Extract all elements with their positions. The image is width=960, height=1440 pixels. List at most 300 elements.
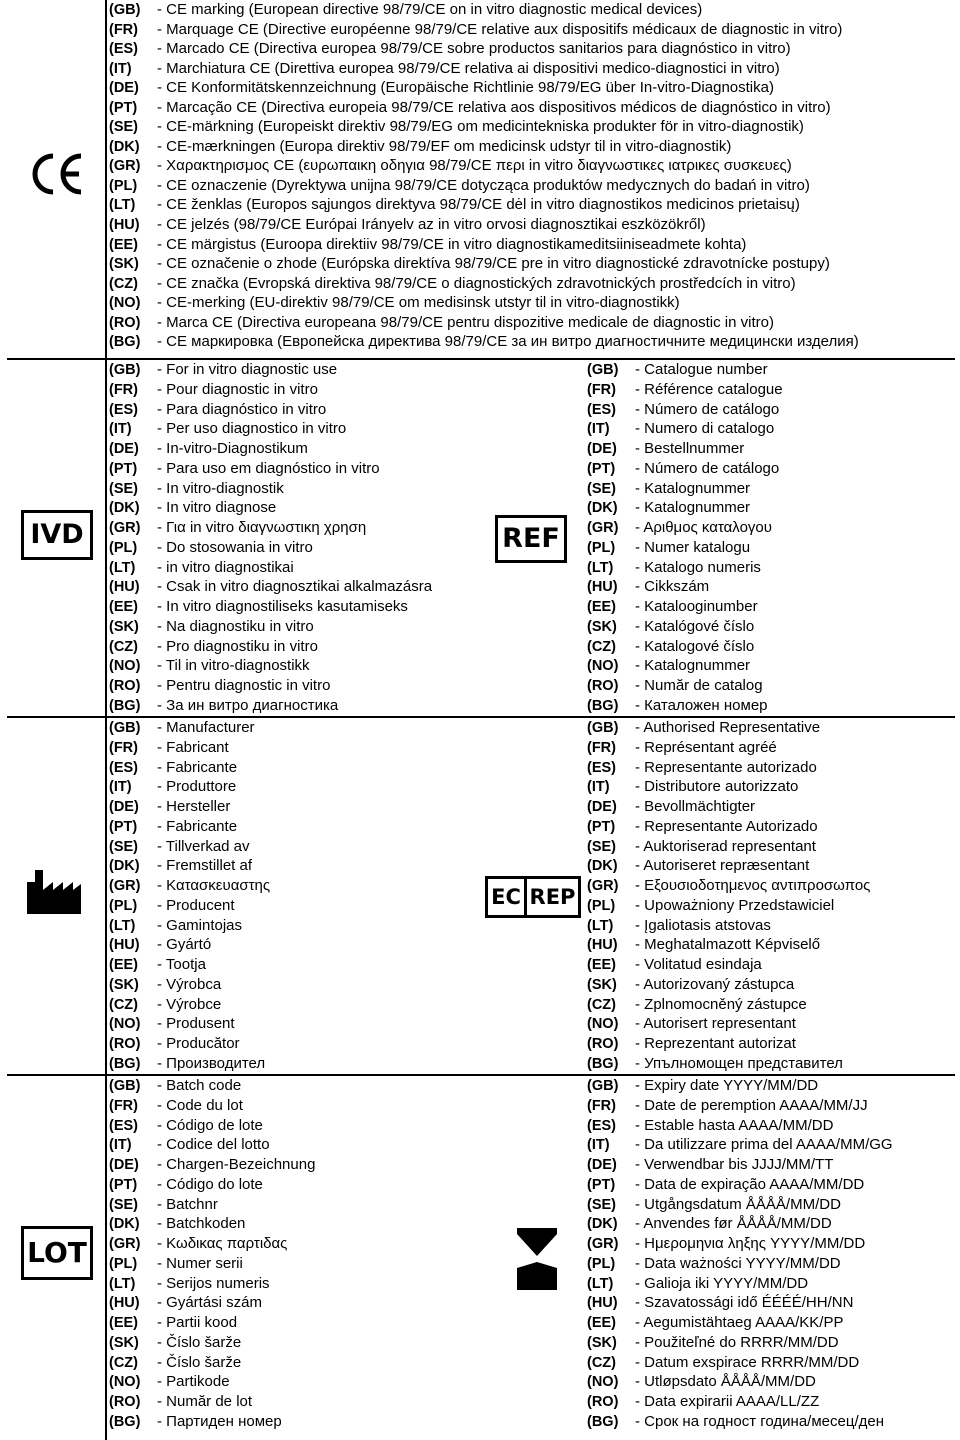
list-item [587,479,783,499]
list-item [587,1214,893,1234]
list-item [587,696,783,716]
translation-text: - Représentant agréé [635,738,777,756]
language-code: (GR) [109,520,141,536]
translation-text: - Marcado CE (Directiva europea 98/79/CE sobre productos sanitarios para diagnóstico in vitro) [157,40,791,58]
language-code: (SK) [587,1334,617,1351]
translation-text: - Číslo šarže [157,1333,242,1351]
translation-text: - Número de catálogo [635,459,780,477]
translation-text: - Data ważności YYYY/MM/DD [635,1254,841,1272]
list-item [587,597,783,617]
list-item [109,916,270,936]
list-item [587,1155,893,1175]
language-code: (NO) [587,1374,619,1391]
list-item [109,558,432,578]
translation-text: - Batchnr [157,1195,218,1213]
list-item [109,1155,315,1175]
language-code: (HU) [109,217,140,234]
ref-symbol: REF [495,515,567,563]
list-item [109,1096,315,1116]
language-code: (HU) [109,937,140,954]
list-item [587,1135,893,1155]
translation-text: - Produttore [157,778,237,796]
list-item [587,1392,893,1412]
list-item [109,98,859,118]
list-item [587,975,870,995]
translation-text: - Katalognummer [635,479,751,497]
list-item [587,400,783,420]
language-code: (BG) [587,697,619,714]
list-item [109,656,432,676]
translation-text: - Gyártási szám [157,1294,263,1312]
list-item [587,617,783,637]
authorised-rep-list [587,718,870,1074]
language-code: (GR) [109,1236,141,1252]
language-code: (PT) [109,99,138,116]
list-item [587,676,783,696]
translation-text: - Каталожен номер [635,696,768,714]
lot-expiry-section [7,1074,955,1440]
translation-text: - Verwendbar bis JJJJ/MM/TT [635,1156,834,1173]
language-code: (RO) [587,1036,619,1052]
list-item [587,777,870,797]
list-item [109,459,432,479]
language-code: (ES) [109,1117,138,1134]
translation-text: - CE маркировка (Европейска директива 98/79/CE за ин витро диагностичните медицински изделия) [157,333,859,351]
language-code: (NO) [587,658,619,675]
translation-text: - Autorisert representant [635,1015,796,1033]
language-code: (SK) [109,976,139,993]
list-item [109,1076,315,1096]
translation-text: - Κατασκευαστης [157,877,271,894]
language-code: (GR) [587,1236,619,1252]
language-code: (IT) [109,779,132,796]
rep-label: REP [529,885,576,909]
translation-text: - CE značka (Evropská direktiva 98/79/CE o diagnostických zdravotnických prostředcích in vitro) [157,274,796,292]
list-item [587,419,783,439]
translation-text: - In vitro diagnostiliseks kasutamiseks [157,598,408,615]
translation-text: - Representante autorizado [635,758,817,776]
translation-text: - Codice del lotto [157,1136,270,1154]
translation-text: - CE označenie o zhode (Európska direktíva 98/79/CE pre in vitro diagnostické zdravotnícke postupy) [157,255,830,273]
translation-text: - Pentru diagnostic in vitro [157,677,331,694]
translation-text: - Autoriseret repræsentant [635,857,810,875]
translation-text: - Référence catalogue [635,380,783,398]
translation-text: - Szavatossági idő ÉÉÉÉ/HH/NN [635,1294,854,1312]
language-code: (LT) [587,1275,614,1292]
language-code: (DK) [587,500,618,517]
translation-text: - Estable hasta AAAA/MM/DD [635,1116,834,1134]
language-code: (DE) [587,441,617,457]
language-code: (BG) [109,1413,141,1430]
list-item [109,837,270,857]
translation-text: - Fremstillet af [157,857,253,875]
list-item [587,916,870,936]
language-code: (GR) [587,520,619,536]
list-item [587,1372,893,1392]
translation-text: - Datum exspirace RRRR/MM/DD [635,1353,860,1371]
translation-text: - Katalogo numeris [635,558,761,576]
language-code: (GB) [109,362,141,378]
language-code: (NO) [109,658,141,675]
list-item [109,617,432,637]
translation-text: - Numero di catalogo [635,420,775,438]
list-item [587,1175,893,1195]
list-item [109,235,859,255]
translation-text: - Chargen-Bezeichnung [157,1156,316,1173]
language-code: (RO) [109,678,141,694]
language-code: (EE) [109,1315,138,1331]
translation-text: - CE märgistus (Euroopa direktiiv 98/79/CE in vitro diagnostikameditsiiniseadmete kohta) [157,235,747,253]
translation-text: - Producent [157,896,235,914]
translation-text: - Fabricante [157,758,238,776]
translation-text: - For in vitro diagnostic use [157,361,338,378]
ce-mark-icon [27,150,87,198]
translation-text: - Anvendes før ÅÅÅÅ/MM/DD [635,1215,832,1233]
language-code: (BG) [109,697,141,714]
language-code: (HU) [109,579,140,596]
ce-marking-section [7,0,955,358]
language-code: (ES) [587,759,616,776]
list-item [587,1034,870,1054]
list-item [587,955,870,975]
divider [105,1076,107,1440]
language-code: (GR) [109,158,141,175]
ivd-list [109,360,432,716]
translation-text: - Data de expiração AAAA/MM/DD [635,1175,865,1193]
list-item [587,896,870,916]
language-code: (NO) [109,295,141,312]
list-item [587,1054,870,1074]
language-code: (RO) [109,1036,141,1052]
language-code: (GB) [587,362,619,378]
translation-text: - Katalógové číslo [635,617,755,635]
language-code: (GR) [587,878,619,894]
translation-text: - Numer serii [157,1254,243,1272]
language-code: (DK) [109,858,140,875]
language-code: (EE) [109,599,138,615]
language-code: (FR) [587,381,616,398]
language-code: (GB) [587,1078,619,1094]
list-item [587,459,783,479]
language-code: (LT) [587,559,614,576]
list-item [587,558,783,578]
list-item [587,538,783,558]
list-item [109,1372,315,1392]
language-code: (BG) [109,1055,141,1072]
language-code: (IT) [587,1137,610,1154]
language-code: (IT) [109,1137,132,1154]
list-item [587,738,870,758]
language-code: (ES) [109,41,138,58]
translation-text: - Marquage CE (Directive européenne 98/79/CE relative aux dispositifs médicaux de diagnostic in vitro) [157,20,843,38]
language-code: (CZ) [109,1354,138,1371]
language-code: (LT) [109,197,136,214]
list-item [109,360,432,380]
translation-text: - Partikode [157,1373,230,1391]
language-code: (FR) [109,1097,138,1114]
translation-text: - Marcação CE (Directiva europeia 98/79/CE relativa aos dispositivos médicos de diagnóstico in vitro) [157,98,831,116]
translation-text: - Εξουσιοδοτημενος αντιπροσωπος [635,877,871,894]
list-item [109,975,270,995]
list-item [109,400,432,420]
list-item [109,176,859,196]
list-item [109,254,859,274]
lot-symbol: LOT [21,1226,93,1280]
ivd-symbol: IVD [21,510,93,560]
translation-text: - Katalogové číslo [635,637,755,655]
language-code: (PL) [109,1255,138,1272]
translation-text: - Data expirarii AAAA/LL/ZZ [635,1393,820,1410]
list-item [109,195,859,215]
translation-text: - Hersteller [157,798,231,815]
language-code: (EE) [109,957,138,973]
translation-text: - Csak in vitro diagnosztikai alkalmazásra [157,578,433,596]
language-code: (EE) [587,1315,616,1331]
list-item [109,1333,315,1353]
list-item [587,439,783,459]
language-code: (SE) [109,480,138,497]
translation-text: - Code du lot [157,1096,243,1114]
translation-text: - In vitro diagnose [157,499,277,517]
list-item [109,538,432,558]
language-code: (DE) [587,1157,617,1173]
list-item [109,876,270,896]
language-code: (EE) [587,957,616,973]
translation-text: - Representante Autorizado [635,817,818,835]
list-item [587,577,783,597]
language-code: (SK) [587,976,617,993]
translation-text: - Reprezentant autorizat [635,1035,796,1052]
translation-text: - Για in vitro διαγνωστικη χρηση [157,519,367,536]
translation-text: - CE-merking (EU-direktiv 98/79/CE om medisinsk utstyr til in vitro-diagnostikk) [157,294,680,312]
translation-text: - Fabricante [157,817,238,835]
list-item [587,498,783,518]
translation-text: - Упълномощен представител [635,1054,843,1072]
translation-text: - in vitro diagnostikai [157,558,294,576]
list-item [109,20,859,40]
translation-text: - Pour diagnostic in vitro [157,380,318,398]
list-item [587,837,870,857]
translation-text: - Batchkoden [157,1215,246,1233]
language-code: (NO) [109,1016,141,1033]
list-item [109,637,432,657]
list-item [109,1293,315,1313]
language-code: (CZ) [109,638,138,655]
language-code: (PT) [109,818,138,835]
list-item [109,1135,315,1155]
translation-text: - Bevollmächtigter [635,798,756,815]
list-item [109,1392,315,1412]
language-code: (DE) [109,441,139,457]
language-code: (GB) [587,720,619,736]
language-code: (IT) [109,60,132,77]
language-code: (GB) [109,2,141,18]
list-item [587,1014,870,1034]
translation-text: - Αριθμος καταλογου [635,519,772,536]
translation-text: - Manufacturer [157,719,255,736]
list-item [109,738,270,758]
divider [105,0,107,358]
list-item [109,59,859,79]
language-code: (BG) [587,1055,619,1072]
list-item [587,1274,893,1294]
translation-text: - Производител [157,1054,266,1072]
list-item [109,1034,270,1054]
language-code: (ES) [587,1117,616,1134]
translation-text: - За ин витро диагностика [157,696,339,714]
translation-text: - Galioja iki YYYY/MM/DD [635,1274,809,1292]
list-item [587,1195,893,1215]
language-code: (RO) [587,1394,619,1410]
translation-text: - Volitatud esindaja [635,956,762,973]
language-code: (SK) [109,618,139,635]
list-item [587,637,783,657]
translation-text: - Do stosowania in vitro [157,538,313,556]
language-code: (DK) [587,1216,618,1233]
translation-text: - Código do lote [157,1175,263,1193]
language-code: (DK) [587,858,618,875]
list-item [587,817,870,837]
divider [105,360,107,716]
list-item [109,1014,270,1034]
list-item [109,117,859,137]
translation-text: - Produsent [157,1015,235,1033]
translation-text: - Tillverkad av [157,837,250,855]
ref-list [587,360,783,716]
list-item [587,1096,893,1116]
translation-text: - Distributore autorizzato [635,778,799,796]
translation-text: - Producător [157,1035,240,1052]
translation-text: - CE Konformitätskennzeichnung (Europäische Richtlinie 98/79/EG über In-vitro-Diagnostika) [157,79,774,97]
ce-marking-list [109,0,859,352]
language-code: (SE) [587,838,616,855]
list-item [587,1076,893,1096]
language-code: (DK) [109,1216,140,1233]
language-code: (GB) [109,1078,141,1094]
translation-text: - Katalognummer [635,657,751,675]
expiry-list [587,1076,893,1432]
translation-text: - Para uso em diagnóstico in vitro [157,459,380,477]
translation-text: - Marca CE (Directiva europeana 98/79/CE pentru dispozitive medicale de diagnostic in vitro) [157,313,774,331]
translation-text: - Gyártó [157,936,212,954]
language-code: (PL) [109,539,138,556]
language-code: (CZ) [587,638,616,655]
list-item [587,935,870,955]
language-code: (CZ) [587,996,616,1013]
translation-text: - Número de catálogo [635,400,780,418]
list-item [109,1234,315,1254]
translation-text: - Κωδικας παρτιδας [157,1235,288,1252]
language-code: (PT) [587,460,616,477]
translation-text: - Výrobce [157,995,222,1013]
translation-text: - CE jelzés (98/79/CE Európai Irányelv az in vitro orvosi diagnosztikai eszközökről) [157,216,706,234]
language-code: (RO) [109,314,141,331]
language-code: (PT) [109,460,138,477]
list-item [109,39,859,59]
language-code: (GR) [109,878,141,894]
list-item [109,274,859,294]
translation-text: - Catalogue number [635,361,768,378]
list-item [109,1116,315,1136]
language-code: (FR) [109,21,138,38]
translation-text: - In-vitro-Diagnostikum [157,440,308,457]
language-code: (FR) [109,381,138,398]
language-code: (HU) [587,579,618,596]
language-code: (IT) [587,421,610,438]
list-item [109,797,270,817]
divider [105,718,107,1074]
list-item [109,817,270,837]
translation-text: - Auktoriserad representant [635,837,816,855]
translation-text: - CE-märkning (Europeiskt direktiv 98/79/EG om medicintekniska produkter för in vitro-diagnostik) [157,118,804,136]
language-code: (DE) [109,1157,139,1173]
list-item [587,995,870,1015]
language-code: (PT) [587,1176,616,1193]
language-code: (HU) [587,937,618,954]
translation-text: - Katalooginumber [635,598,758,615]
list-item [587,1293,893,1313]
language-code: (ES) [109,401,138,418]
translation-text: - Ημερομηνια ληξης YYYY/MM/DD [635,1235,866,1252]
language-code: (SK) [109,256,139,273]
translation-text: - Meghatalmazott Képviselő [635,936,821,954]
ivd-ref-section [7,358,955,716]
translation-text: - Upoważniony Przedstawiciel [635,896,835,914]
list-item [109,935,270,955]
language-code: (SE) [587,480,616,497]
list-item [109,156,859,176]
translation-text: - Gamintojas [157,916,243,934]
list-item [109,597,432,617]
list-item [109,1353,315,1373]
language-code: (DK) [109,500,140,517]
translation-text: - Срок на годност година/месец/ден [635,1412,884,1430]
language-code: (DE) [587,799,617,815]
translation-text: - Číslo šarže [157,1353,242,1371]
list-item [109,332,859,352]
language-code: (DE) [109,799,139,815]
list-item [109,313,859,333]
translation-text: - Výrobca [157,975,222,993]
translation-text: - Cikkszám [635,578,710,596]
list-item [587,1353,893,1373]
translation-text: - Utløpsdato ÅÅÅÅ/MM/DD [635,1373,816,1391]
list-item [109,1254,315,1274]
translation-text: - Authorised Representative [635,719,821,736]
list-item [109,1412,315,1432]
list-item [109,1054,270,1074]
language-code: (IT) [109,421,132,438]
list-item [587,856,870,876]
language-code: (BG) [109,334,141,351]
list-item [587,718,870,738]
language-code: (SE) [109,1196,138,1213]
translation-text: - In vitro-diagnostik [157,479,284,497]
translation-text: - Date de peremption AAAA/MM/JJ [635,1096,868,1114]
list-item [109,676,432,696]
translation-text: - Til in vitro-diagnostikk [157,657,310,675]
list-item [587,380,783,400]
language-code: (RO) [587,678,619,694]
language-code: (PL) [587,539,616,556]
translation-text: - Použiteľné do RRRR/MM/DD [635,1333,839,1351]
language-code: (PL) [587,897,616,914]
language-code: (NO) [587,1016,619,1033]
language-code: (PL) [109,177,138,194]
translation-text: - Batch code [157,1077,242,1094]
translation-text: - Da utilizzare prima del AAAA/MM/GG [635,1136,893,1154]
translation-text: - Numer katalogu [635,538,751,556]
